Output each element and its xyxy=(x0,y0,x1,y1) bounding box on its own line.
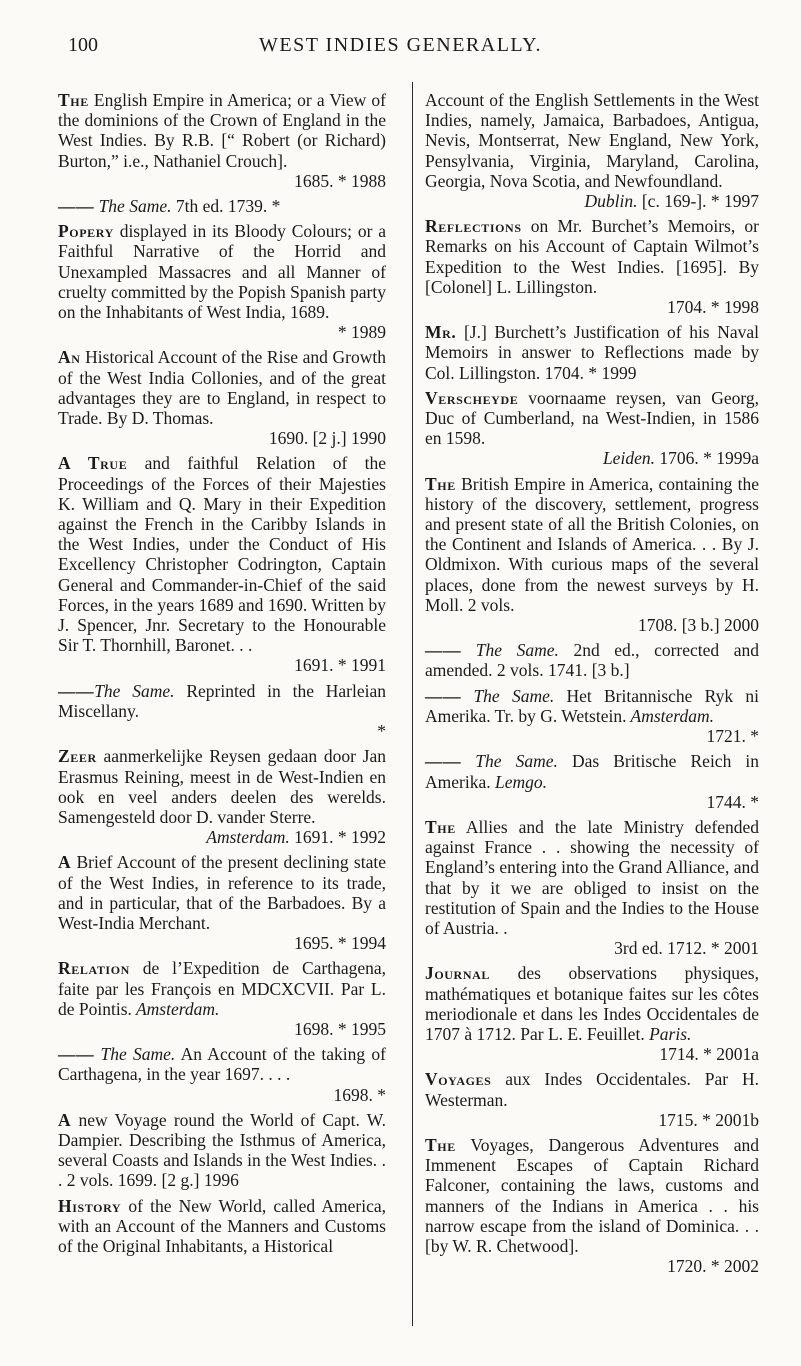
entry-italic-title: The Same. xyxy=(461,685,555,706)
entry-lead-word: Mr. xyxy=(425,322,457,343)
entry-text: Das Britische Reich in Amerika. xyxy=(425,751,760,792)
entry-lead-word: The xyxy=(425,1134,456,1155)
bibliography-entry xyxy=(58,90,386,191)
page-number: 100 xyxy=(68,34,98,56)
entry-catalogue-number: 1691. * 1991 xyxy=(294,655,386,676)
entry-text: Account of the English Settlements in the West Indies, namely, Jamaica, Barbadoes, Antigua, Nevis, Montserrat, New England, New York, Pensylvania, Virginia, Maryland, Carolina, Georgia, Nova Scotia, and Newfoundland. xyxy=(425,90,759,191)
entry-lead-word: An xyxy=(58,347,81,368)
entry-date-number xyxy=(58,171,386,191)
entry-catalogue-number: 1685. * 1988 xyxy=(294,170,386,191)
entry-lead-word: Voyages xyxy=(425,1069,492,1090)
bibliography-entry xyxy=(58,746,386,847)
entry-date-number xyxy=(425,297,759,317)
bibliography-entry xyxy=(58,221,386,342)
entry-catalogue-number: 1706. * 1999a xyxy=(659,448,759,469)
bibliography-entry xyxy=(58,347,386,448)
entry-lead-word: History xyxy=(58,1195,122,1216)
bibliography-entry xyxy=(425,322,759,383)
entry-text: Historical Account of the Rise and Growth of the West India Collonies, and of the great advantages they are to England, in respect to Trade. By D. Thomas. xyxy=(58,347,386,429)
bibliography-entry xyxy=(425,474,759,636)
bibliography-entry xyxy=(58,1110,386,1191)
entry-lead-word: A True xyxy=(58,453,128,474)
bibliography-entry xyxy=(58,1196,386,1257)
entry-lead-word: —— xyxy=(425,751,462,772)
entry-text: Brief Account of the present declining state of the West Indies, in reference to its trade, and in particular, that of the Barbadoes. By a West-India Merchant. xyxy=(58,852,386,933)
entry-catalogue-number: 1708. [3 b.] 2000 xyxy=(637,615,759,636)
entry-lead-word: Zeer xyxy=(58,746,97,767)
bibliography-entry xyxy=(58,681,386,742)
entry-text: Het Britannische Ryk ni Amerika. Tr. by G. Wetstein. xyxy=(425,685,759,726)
entry-italic-title: The Same. xyxy=(94,1044,176,1065)
entry-text: 7th ed. 1739. * xyxy=(171,196,281,217)
entry-catalogue-number: 1695. * 1994 xyxy=(294,933,386,954)
entry-place: Paris. xyxy=(644,1023,692,1044)
entry-catalogue-number: 1715. * 2001b xyxy=(658,1109,759,1130)
page-header xyxy=(0,18,801,68)
entry-text: new Voyage round the World of Capt. W. Dampier. Describing the Isthmus of America, several Coasts and Islands in the West Indies. . . 2 vols. 1699. [2 g.] 1996 xyxy=(58,1109,386,1191)
entry-place: Lemgo. xyxy=(490,771,547,792)
entry-lead-word: —— xyxy=(425,640,462,661)
entry-text: of the New World, called America, with an Account of the Manners and Customs of the Original Inhabitants, a Historical xyxy=(58,1195,386,1256)
entry-lead-word: Journal xyxy=(425,963,490,984)
entry-catalogue-number: * 1989 xyxy=(337,322,386,343)
entry-lead-word: Relation xyxy=(58,958,130,979)
entry-text: aux Indes Occidentales. Par H. Westerman. xyxy=(425,1069,759,1110)
entry-lead-word: —— xyxy=(58,680,95,701)
entry-lead-word: A xyxy=(58,852,72,873)
bibliography-entry xyxy=(425,216,759,317)
entry-text: Reprinted in the Harleian Miscellany. xyxy=(58,680,387,721)
entry-place: Amsterdam. xyxy=(131,998,220,1019)
left-column xyxy=(58,90,386,1261)
bibliography-entry xyxy=(425,640,759,680)
entry-date-number xyxy=(425,938,759,958)
entry-lead-word: A xyxy=(58,1109,72,1130)
running-title: WEST INDIES GENERALLY. xyxy=(258,34,543,56)
entry-catalogue-number: 3rd ed. 1712. * 2001 xyxy=(614,938,759,959)
entry-text: des observations physiques, mathématiques et botanique faites sur les côtes meriodionale et dans les Indes Occidentales de 1707 à 1712. Par L. E. Feuillet. xyxy=(425,963,759,1044)
entry-catalogue-number: 1698. * xyxy=(333,1084,386,1105)
entry-lead-word: The xyxy=(425,816,456,837)
entry-lead-word: Popery xyxy=(58,221,114,242)
entry-date-number xyxy=(425,1044,759,1064)
entry-place: Amsterdam. xyxy=(206,827,290,848)
bibliography-entry xyxy=(425,817,759,958)
entry-date-number xyxy=(58,933,386,953)
entry-lead-word: The xyxy=(425,473,456,494)
entry-catalogue-number: * xyxy=(377,721,386,742)
column-divider xyxy=(412,82,413,1326)
right-column xyxy=(425,90,759,1281)
bibliography-entry xyxy=(425,388,759,469)
entry-text: English Empire in America; or a View of the dominions of the Crown of England in the West Indies. By R.B. [“ Robert (or Richard) Burton,” i.e., Nathaniel Crouch]. xyxy=(58,90,386,171)
entry-place: Dublin. xyxy=(584,191,638,212)
entry-italic-title: The Same. xyxy=(461,751,558,772)
bibliography-entry xyxy=(58,453,386,675)
bibliography-entry xyxy=(58,958,386,1039)
entry-date-number xyxy=(425,191,759,211)
entry-text: British Empire in America, containing the history of the discovery, settlement, progress and present state of all the British Colonies, on the Continent and Islands of America. . . By J. Oldmixon. With curious maps of the several places, done from the newest surveys by H. Moll. 2 vols. xyxy=(425,473,759,615)
entry-lead-word: The xyxy=(58,90,89,110)
entry-catalogue-number: 1714. * 2001a xyxy=(659,1044,759,1065)
entry-lead-word: Verscheyde xyxy=(425,387,519,408)
entry-lead-word: —— xyxy=(58,196,95,217)
entry-date-number xyxy=(58,827,386,847)
entry-date-number xyxy=(58,655,386,675)
bibliography-entry xyxy=(58,1044,386,1105)
bibliography-entry xyxy=(425,751,759,812)
entry-catalogue-number: [c. 169-]. * 1997 xyxy=(641,191,759,212)
bibliography-entry xyxy=(425,90,759,211)
entry-text: and faithful Relation of the Proceedings of the Forces of their Majesties K. William and Q. Mary in their Expedition against the French in the Caribby Islands in the West Indies, under the Conduct of His Excellency Christopher Codrington, Captain General and Commander-in-Chief of the said Forces, in the years 1689 and 1690. Written by J. Spencer, Jnr. Secretary to the Honourable Sir T. Thornhill, Baronet. . . xyxy=(58,453,387,656)
entry-catalogue-number: 1721. * xyxy=(706,726,759,747)
entry-text: on Mr. Burchet’s Memoirs, or Remarks on his Account of Captain Wilmot’s Expedition to the West Indies. [1695]. By [Colonel] L. Lillingston. xyxy=(425,216,759,297)
entry-text: displayed in its Bloody Colours; or a Faithful Narrative of the Horrid and Unexampled Massacres and all Manner of cruelty committed by the Popish Spanish party on the Inhabitants of West India, 1689. xyxy=(58,221,386,323)
entry-place: Leiden. xyxy=(602,448,655,469)
entry-date-number xyxy=(58,721,386,741)
entry-date-number xyxy=(425,1110,759,1130)
entry-date-number xyxy=(58,1085,386,1105)
entry-catalogue-number: 1720. * 2002 xyxy=(667,1256,759,1277)
entry-date-number xyxy=(58,1019,386,1039)
entry-text: 2nd ed., corrected and amended. 2 vols. 1741. [3 b.] xyxy=(425,640,760,681)
entry-italic-title: The Same. xyxy=(461,640,559,661)
entry-date-number xyxy=(425,792,759,812)
entry-catalogue-number: 1698. * 1995 xyxy=(294,1018,386,1039)
bibliography-entry xyxy=(425,686,759,747)
entry-italic-title: The Same. xyxy=(94,680,175,701)
entry-text: de l’Expedition de Carthagena, faite par les François en MDCXCVII. Par L. de Pointis. xyxy=(58,958,386,1019)
entry-date-number xyxy=(425,1256,759,1276)
bibliography-entry xyxy=(425,963,759,1064)
entry-catalogue-number: 1691. * 1992 xyxy=(294,827,386,848)
entry-lead-word: —— xyxy=(58,1044,95,1065)
entry-text: Allies and the late Ministry defended against France . . showing the necessity of England’s entering into the Grand Alliance, and that by it we are obliged to insist on the restitution of Spain and the Indies to the House of Austria. . xyxy=(425,816,759,938)
bibliography-entry xyxy=(425,1135,759,1276)
entry-lead-word: Reflections xyxy=(425,216,522,237)
entry-catalogue-number: 1704. * 1998 xyxy=(667,297,759,318)
entry-date-number xyxy=(58,322,386,342)
bibliography-entry xyxy=(58,852,386,953)
entry-text: [J.] Burchett’s Justification of his Naval Memoirs in answer to Reflections made by Col. Lillingston. 1704. * 1999 xyxy=(425,322,759,383)
entry-lead-word: —— xyxy=(425,685,462,706)
entry-catalogue-number: 1690. [2 j.] 1990 xyxy=(268,428,386,449)
entry-catalogue-number: 1744. * xyxy=(706,791,759,812)
bibliography-entry xyxy=(58,196,386,216)
entry-date-number xyxy=(425,615,759,635)
entry-place: Amsterdam. xyxy=(626,705,714,726)
entry-text: An Account of the taking of Carthagena, in the year 1697. . . . xyxy=(58,1044,386,1085)
entry-text: aanmerkelijke Reysen gedaan door Jan Erasmus Reining, meest in de West-Indien en ook en veel anders deelen des werelds. Samengesteld door D. vander Sterre. xyxy=(58,746,386,827)
bibliography-entry xyxy=(425,1069,759,1130)
entry-italic-title: The Same. xyxy=(94,196,172,217)
entry-date-number xyxy=(58,428,386,448)
entry-text: Voyages, Dangerous Adventures and Immenent Escapes of Captain Richard Falconer, containing the laws, customs and manners of the Indians in America . . his narrow escape from the island of Dominica. . . [by W. R. Chetwood]. xyxy=(425,1134,759,1256)
entry-text: voornaame reysen, van Georg, Duc of Cumberland, na West-Indien, in 1586 en 1598. xyxy=(425,387,759,449)
entry-date-number xyxy=(425,448,759,468)
entry-date-number xyxy=(425,726,759,746)
